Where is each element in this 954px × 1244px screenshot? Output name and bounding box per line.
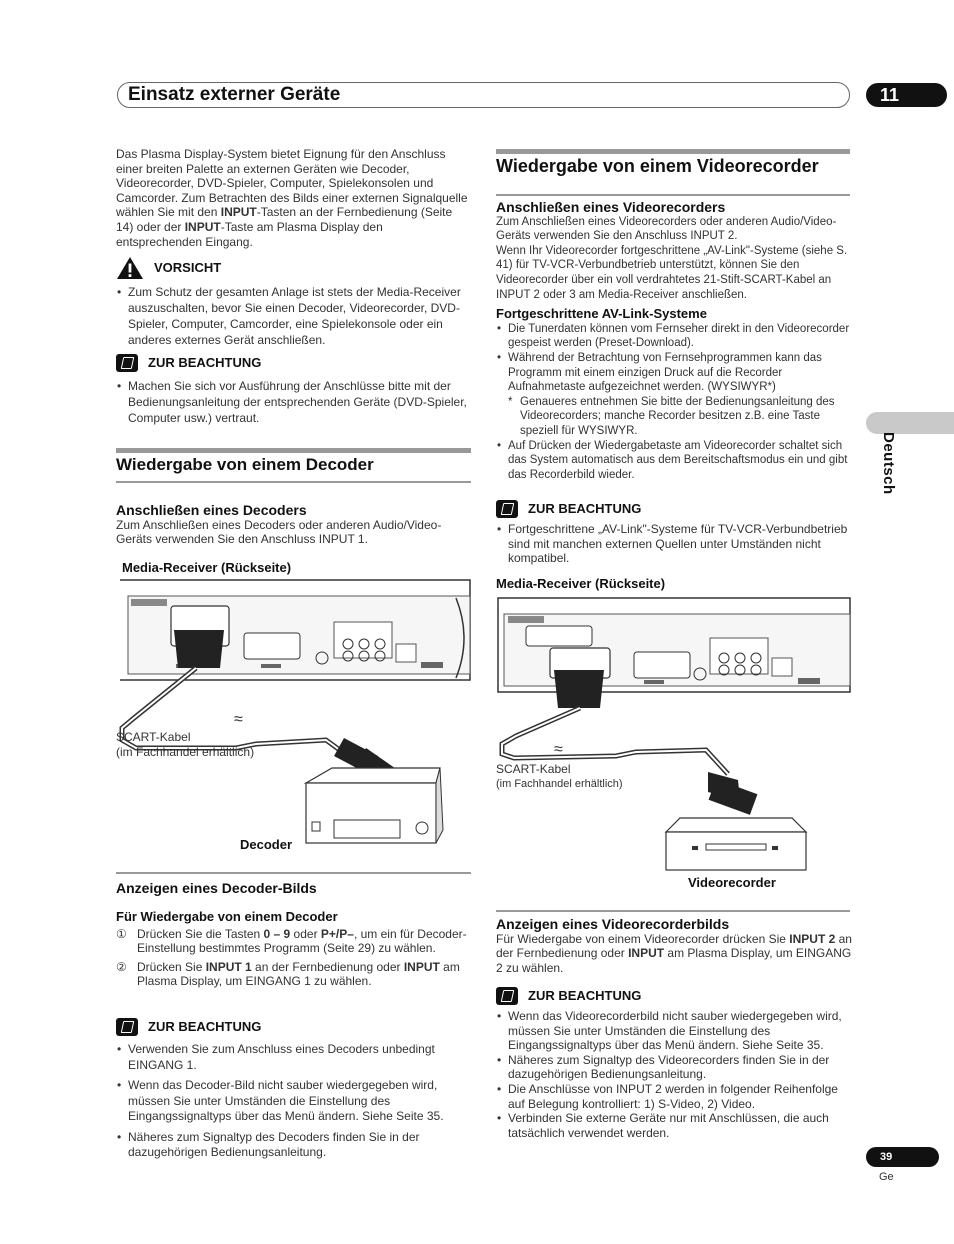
note-item: • Fortgeschrittene „AV-Link"-Systeme für TV-VCR-Verbundbetrieb sind mit manchen externen Quellen unter Umständen nicht kompatibel.: [496, 522, 852, 566]
vcr-diagram-title: Media-Receiver (Rückseite): [496, 576, 666, 591]
decoder-cable-caption: SCART-Kabel (im Fachhandel erhältlich): [116, 730, 255, 759]
page-number: 39: [866, 1147, 939, 1167]
decoder-device-label: Decoder: [240, 837, 293, 852]
vcr-connection-diagram: [496, 596, 852, 876]
note-icon: [116, 1018, 138, 1036]
decoder-connection-diagram: [116, 578, 472, 854]
note-item: • Näheres zum Signaltyp des Decoders finden Sie in der dazugehörigen Bedienungsanleitung.: [116, 1130, 472, 1161]
language-tab: [866, 412, 954, 434]
decoder-section-title: Wiedergabe von einem Decoder: [116, 455, 374, 474]
vcr-connect: Anschließen eines Videorecorders Zum Anschließen eines Videorecorders oder anderen Audio/Video-Geräts verwenden Sie den Anschluss INPUT 2. Wenn Ihr Videorecorder fortgeschrittene „AV-Link"-Systeme (siehe S. 41) für TV-VCR-Verbundbetrieb unterstützt, können Sie den Videorecorder über ein voll verdrahtetes 21-Stift-SCART-Kabel an INPUT 2 oder 3 am Media-Receiver anschließen. Fortgeschrittene AV-Link-Systeme • Die Tunerdaten können vom Fernseher direkt in den Videorecorder gespeist werden (Preset-Download). • Während der Betrachtung von Fernsehprogrammen kann das Programm mit einem einzigen Druck auf die Recorder Aufnahmetaste aufgezeichnet werden. (WYSIWYR*) * Genaueres entnehmen Sie bitte der Bedienungsanleitung des Videorecorders; manche Recorder besitzen z.B. eine Taste speziell für WYSIWYR. • Auf Drücken der Wiedergabetaste am Videorecorder schaltet sich das System automatisch aus dem Bereitschaftsmodus ein und gibt das Recorderbild wieder.: [496, 200, 852, 482]
step-2: ② Drücken Sie INPUT 1 an der Fernbedienung oder INPUT am Plasma Display, um EINGANG 1 zu wählen.: [116, 959, 460, 989]
avlink-item: • Auf Drücken der Wiedergabetaste am Videorecorder schaltet sich das System automatisch aus dem Bereitschaftsmodus ein und gibt das Recorderbild wieder.: [496, 439, 852, 483]
vcr-cable-caption: SCART-Kabel (im Fachhandel erhältlich): [496, 762, 623, 790]
note-item: • Näheres zum Signaltyp des Videorecorders finden Sie in der dazugehörigen Bedienungsanleitung.: [496, 1053, 852, 1082]
section-rule-thin: [116, 481, 471, 483]
svg-text:≈: ≈: [554, 741, 563, 758]
caution-box: [116, 256, 472, 348]
section-rule-thin: [496, 194, 850, 196]
media-receiver-rear-panel: [120, 580, 470, 680]
vcr-display: Anzeigen eines Videorecorderbilds Für Wiedergabe von einem Videorecorder drücken Sie INPUT 2 an der Fernbedienung oder INPUT am Plasma Display, um EINGANG 2 zu wählen.: [496, 916, 852, 975]
media-receiver-rear-panel: [498, 598, 850, 692]
note-item: • Wenn das Decoder-Bild nicht sauber wiedergegeben wird, müssen Sie unter Umständen die Einstellung des Eingangssignaltyps über das Menü ändern. Siehe Seite 35.: [116, 1078, 472, 1125]
note-item: • Die Anschlüsse von INPUT 2 werden in folgender Reihenfolge auf Belegung kontrolliert: 1) S-Video, 2) Video.: [496, 1082, 852, 1111]
note-item: • Verbinden Sie externe Geräte nur mit Anschlüssen, die auch tatsächlich verwendet werden.: [496, 1111, 852, 1140]
decoder-display-title: Anzeigen eines Decoder-Bilds: [116, 880, 317, 896]
decoder-device: [306, 768, 443, 843]
note-label: ZUR BEACHTUNG: [528, 500, 642, 516]
decoder-diagram-title: Media-Receiver (Rückseite): [122, 560, 292, 575]
section-rule-thin: [496, 910, 850, 912]
videorecorder-device: [666, 818, 806, 870]
note-item: • Verwenden Sie zum Anschluss eines Decoders unbedingt EINGANG 1.: [116, 1042, 472, 1073]
note-label: ZUR BEACHTUNG: [528, 987, 642, 1003]
note-box-3: [496, 500, 852, 566]
decoder-connect: [116, 503, 472, 547]
chapter-title: Einsatz externer Geräte: [128, 84, 341, 105]
decoder-connect-text: Zum Anschließen eines Decoders oder anderen Audio/Video-Geräts verwenden Sie den Anschluss INPUT 1.: [116, 517, 442, 547]
decoder-connect-title: Anschließen eines Decoders: [116, 502, 307, 518]
avlink-footnote: * Genaueres entnehmen Sie bitte der Bedienungsanleitung des Videorecorders; manche Recorder besitzen z.B. eine Taste speziell für WYSIWYR.: [496, 395, 852, 439]
chapter-header: [117, 82, 850, 108]
svg-text:≈: ≈: [234, 711, 243, 728]
avlink-title: Fortgeschrittene AV-Link-Systeme: [496, 306, 707, 322]
caution-label: VORSICHT: [154, 259, 222, 275]
note-item: • Wenn das Videorecorderbild nicht sauber wiedergegeben wird, müssen Sie unter Umständen die Einstellung des Eingangssignaltyps über das Menü ändern. Siehe Seite 35.: [496, 1009, 852, 1053]
step-1: ① Drücken Sie die Tasten 0 – 9 oder P+/P–, um ein für Decoder-Einstellung bestimmtes Programm (Seite 29) zu wählen.: [116, 926, 467, 956]
vcr-section-title: Wiedergabe von einem Videorecorder: [496, 156, 819, 176]
avlink-item: • Die Tunerdaten können vom Fernseher direkt in den Videorecorder gespeist werden (Preset-Download).: [496, 322, 852, 351]
chapter-number: 11: [866, 83, 947, 107]
section-rule-thin: [116, 872, 471, 874]
vcr-connect-title: Anschließen eines Videorecorders: [496, 199, 726, 215]
intro-paragraph: Das Plasma Display-System bietet Eignung für den Anschluss einer breiten Palette an externen Geräten wie Decoder, Videorecorder, DVD-Spieler, Computer, Spielekonsolen und Camcorder. Zum Betrachten des Bilds einer externen Signalquelle wählen Sie mit den INPUT-Tasten an der Fernbedienung (Seite 14) oder der INPUT-Taste am Plasma Display den entsprechenden Eingang.: [116, 147, 468, 249]
vcr-display-title: Anzeigen eines Videorecorderbilds: [496, 916, 730, 932]
avlink-item: • Während der Betrachtung von Fernsehprogrammen kann das Programm mit einem einzigen Druck auf die Recorder Aufnahmetaste aufgezeichnet werden. (WYSIWYR*): [496, 351, 852, 395]
note-item: • Machen Sie sich vor Ausführung der Anschlüsse bitte mit der Bedienungsanleitung der entsprechenden Geräte (DVD-Spieler, Computer usw.) vertraut.: [116, 378, 472, 426]
videorecorder-label: Videorecorder: [688, 875, 776, 890]
note-box-4: [496, 987, 852, 1140]
note-box-1: [116, 354, 472, 426]
note-icon: [116, 354, 138, 372]
decoder-display-subtitle: Für Wiedergabe von einem Decoder: [116, 909, 338, 924]
section-rule: [496, 149, 850, 154]
note-icon: [496, 987, 518, 1005]
warning-icon: [116, 256, 144, 280]
language-tab-label: Deutsch: [880, 432, 897, 495]
decoder-display-steps: [116, 910, 472, 989]
caution-item: • Zum Schutz der gesamten Anlage ist stets der Media-Receiver auszuschalten, bevor Sie einen Decoder, Videorecorder, DVD-Spieler, Computer, Camcorder, eine Spielekonsole oder ein anderes externes Gerät anschließen.: [116, 284, 472, 348]
note-box-2: [116, 1018, 472, 1161]
language-code: Ge: [879, 1171, 894, 1183]
note-label: ZUR BEACHTUNG: [148, 354, 262, 370]
note-label: ZUR BEACHTUNG: [148, 1018, 262, 1034]
section-rule: [116, 448, 471, 453]
note-icon: [496, 500, 518, 518]
